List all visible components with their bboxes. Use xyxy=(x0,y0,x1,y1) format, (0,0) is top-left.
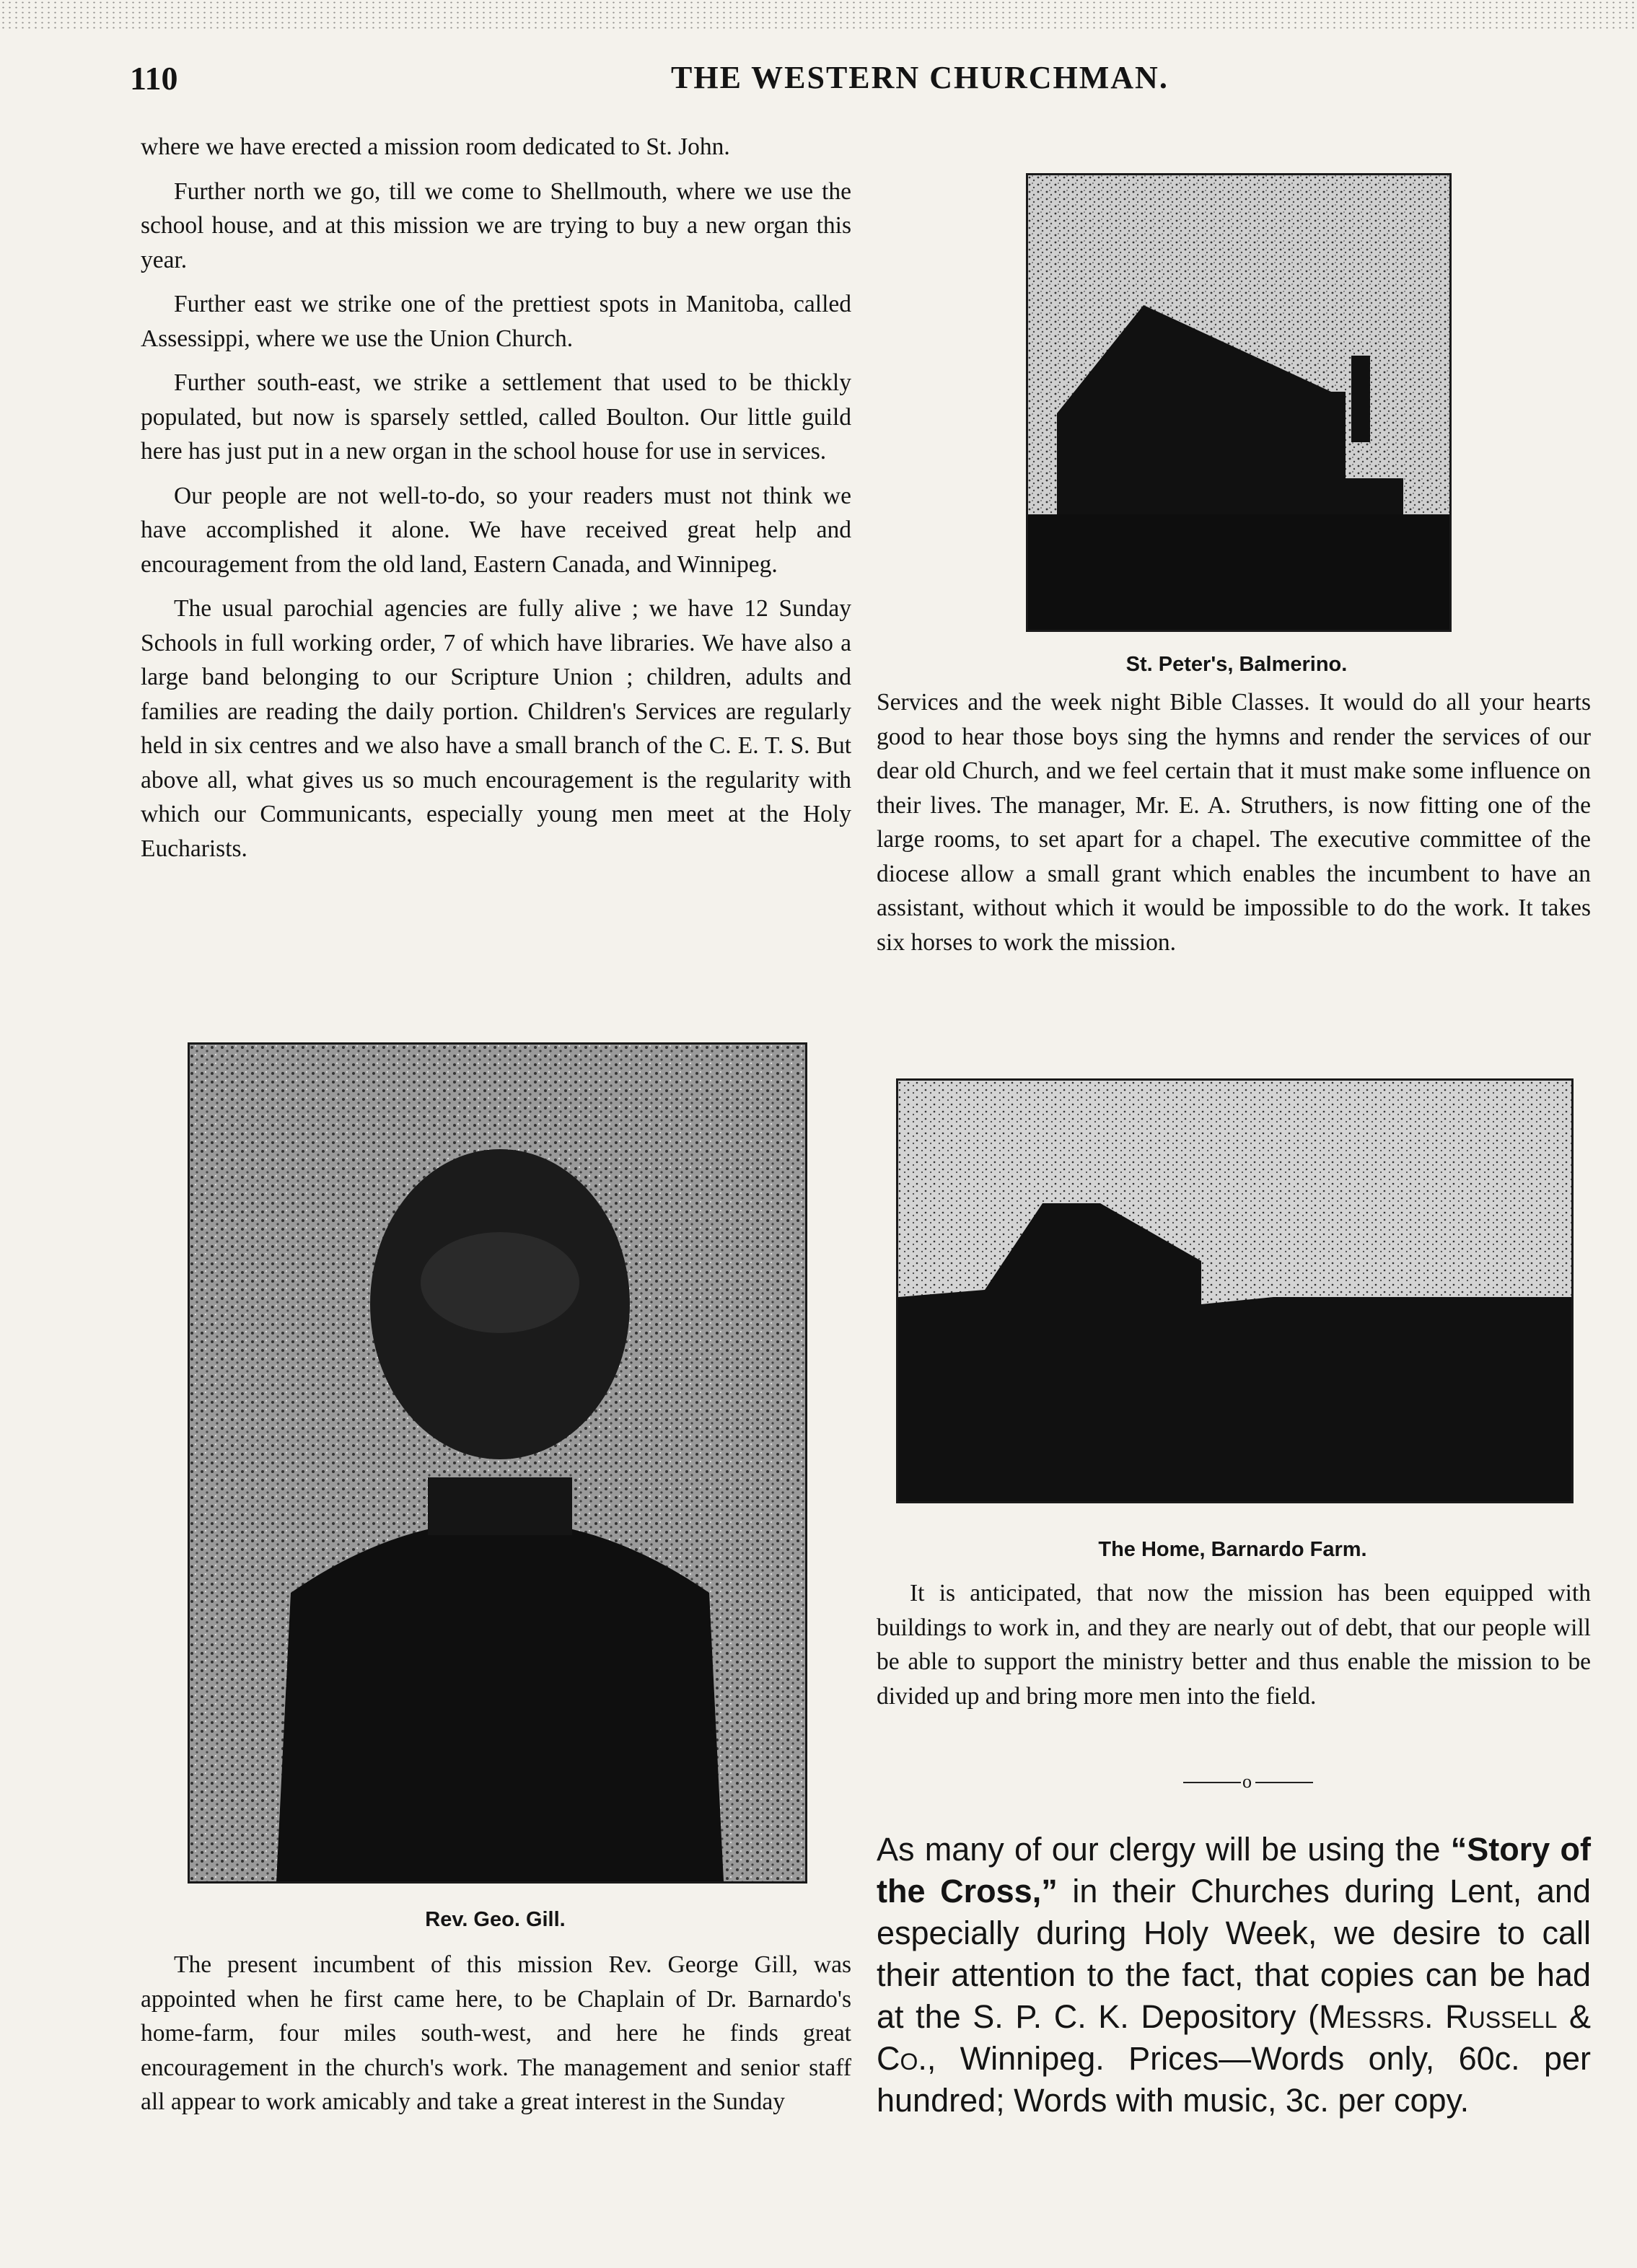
notice-intro: As many of our clergy will be using the xyxy=(877,1831,1451,1868)
paragraph: Services and the week night Bible Classes. It would do all your hearts good to hear those boys sing the hymns and render the services of our dear old Church, and we feel certain that it must make some influence on their lives. The manager, Mr. E. A. Struthers, is now fitting one of the large rooms, to set apart for a chapel. The executive committee of the diocese allow a small grant which enables the incumbent to have an assistant, without which it would be impossible to do the work. It takes six horses to work the mission. xyxy=(877,689,1591,956)
section-divider xyxy=(1183,1771,1313,1793)
right-column-middle xyxy=(877,685,1591,970)
paragraph: where we have erected a mission room dedicated to St. John. xyxy=(141,133,730,160)
notice-firm: Messrs. Russell & Co. xyxy=(877,1998,1591,2077)
paragraph: The usual parochial agencies are fully alive ; we have 12 Sunday Schools in full working order, 7 of which have libraries. We have also a large band belonging to our Scripture Union ; children, adults and families are reading the daily portion. Children's Services are regularly held in six centres and we also have a small branch of the C. E. T. S. But above all, what gives us so much encouragement is the regularity with which our Communicants, especially young men meet at the Holy Eucharists. xyxy=(141,595,851,862)
left-column-top xyxy=(141,130,851,876)
paragraph: Further east we strike one of the prettiest spots in Manitoba, called Assessippi, where we use the Union Church. xyxy=(141,291,851,352)
divider-mark: o xyxy=(1242,1771,1252,1792)
church-photo-caption: St. Peter's, Balmerino. xyxy=(1125,653,1348,676)
divider-rule xyxy=(1255,1782,1313,1783)
notice-end: , Winnipeg. Prices—Words only, 60c. per hundred; Words with music, 3c. per copy. xyxy=(877,2040,1591,2119)
paragraph: Our people are not well-to-do, so your readers must not think we have accomplished it alone. We have received great help and encouragement from the old land, Eastern Canada, and Winnipeg. xyxy=(141,482,851,578)
page-number: 110 xyxy=(130,60,178,97)
scan-edge-speckle xyxy=(0,0,1637,29)
portrait-photo-caption: Rev. Geo. Gill. xyxy=(425,1908,566,1931)
right-column-lower xyxy=(877,1576,1591,1723)
notice-title: “Story of the Cross,” xyxy=(877,1831,1591,1909)
notice-middle: in their Churches during Lent, and especially during Holy Week, we desire to call their attention to the fact, that copies can be had at the S. P. C. K. Depository ( xyxy=(877,1873,1591,2035)
left-column-bottom xyxy=(141,1948,851,2129)
running-head: THE WESTERN CHURCHMAN. xyxy=(671,60,1169,95)
paragraph: It is anticipated, that now the mission has been equipped with buildings to work in, and they are nearly out of debt, that our people will be able to support the ministry better and thus enable the mission to be divided up and bring more men into the field. xyxy=(877,1580,1591,1710)
paragraph: The present incumbent of this mission Rev. George Gill, was appointed when he first came here, to be Chaplain of Dr. Barnardo's home-farm, four miles south-west, and here he finds great encouragement in the church's work. The management and senior staff all appear to work amicably and take a great interest in the Sunday xyxy=(141,1951,851,2115)
paragraph: Further north we go, till we come to Shellmouth, where we use the school house, and at this mission we are trying to buy a new organ this year. xyxy=(141,177,851,273)
farm-photo-caption: The Home, Barnardo Farm. xyxy=(1098,1538,1367,1561)
church-photo xyxy=(1026,173,1452,632)
divider-rule xyxy=(1183,1782,1241,1783)
portrait-photo xyxy=(188,1042,807,1884)
farm-photo xyxy=(896,1078,1574,1503)
story-of-the-cross-notice xyxy=(877,1829,1591,2122)
paragraph: Further south-east, we strike a settlement that used to be thickly populated, but now is sparsely settled, called Boulton. Our little guild here has just put in a new organ in the school house for use in services. xyxy=(141,369,851,465)
page-header xyxy=(130,59,1212,110)
